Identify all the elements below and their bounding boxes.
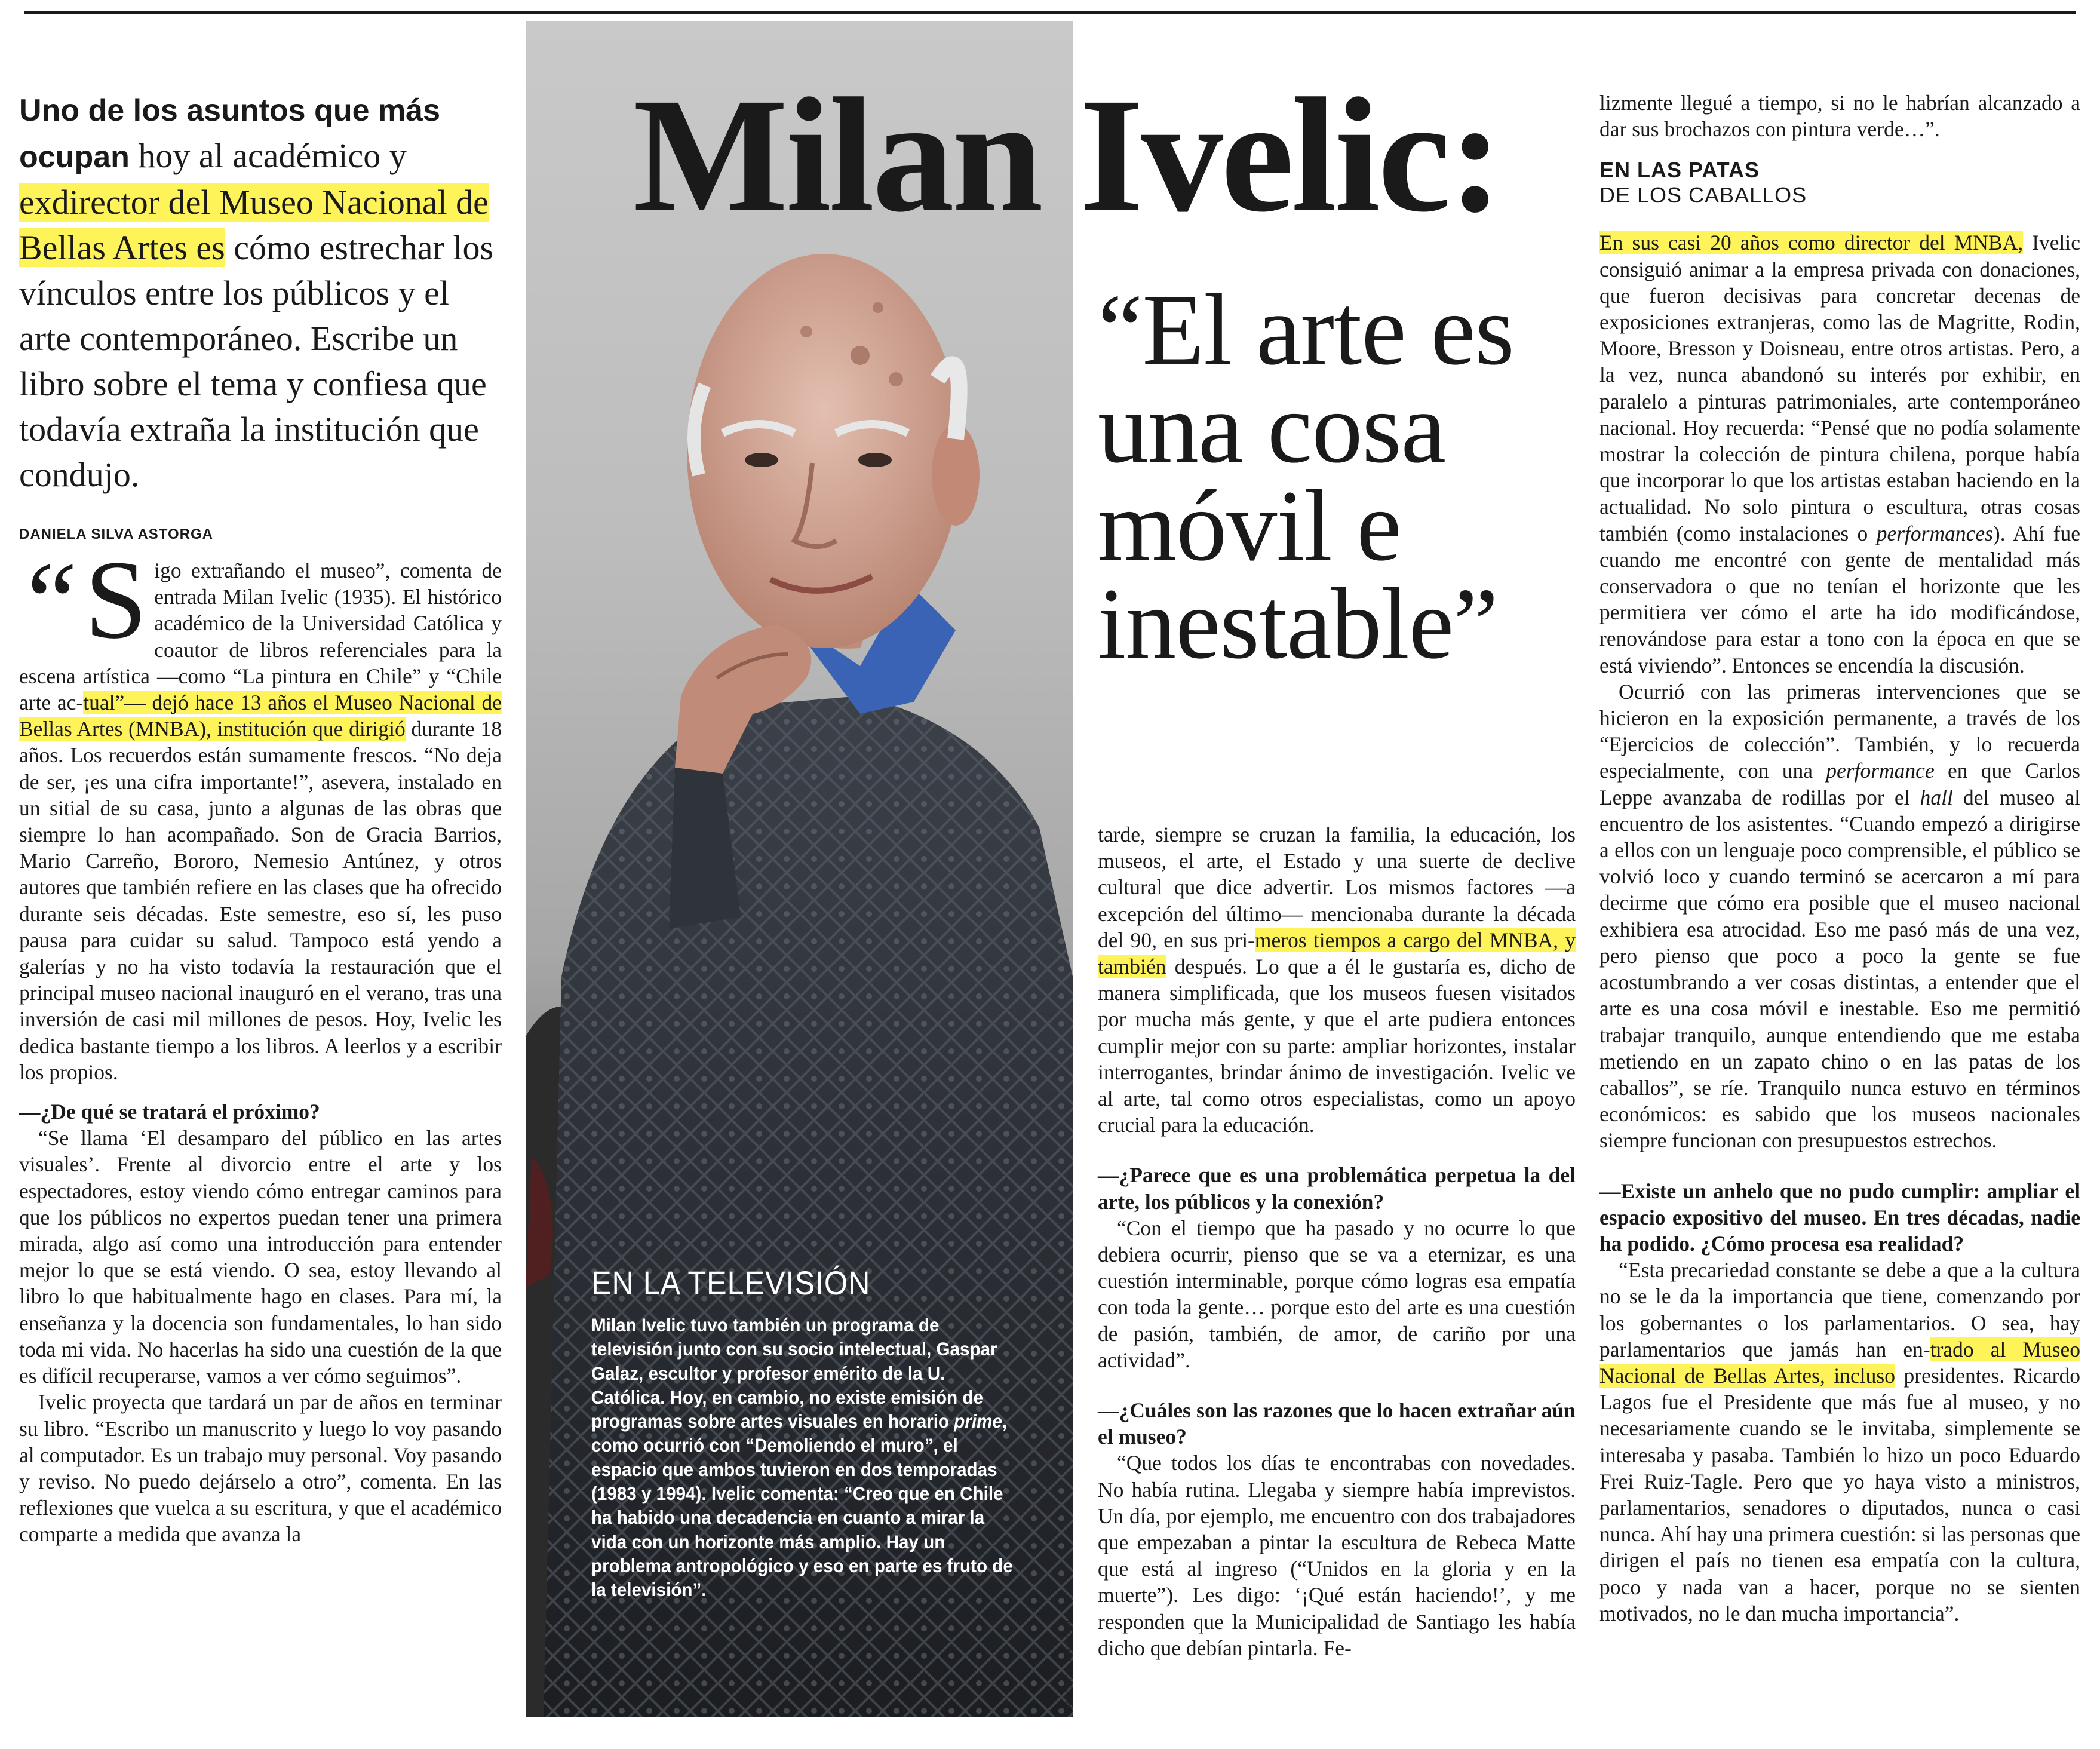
headline-title: Milan Ivelic:: [633, 65, 1501, 246]
headline-quote-line: “El arte es: [1098, 274, 1514, 386]
column-3: [1098, 821, 1576, 1661]
tv-sidebar-text: [591, 1313, 1018, 1602]
lead-highlight: exdirector del Museo Nacional de Bellas Artes es: [19, 183, 489, 267]
paragraph-highlight: En sus casi 20 años como director del MNBA,: [1599, 231, 2024, 255]
paragraph-highlight: tual”— dejó hace 13 años el Museo Nacional de Bellas Artes (MNBA), institución que dirigió: [19, 691, 502, 741]
paragraph-text: igo extrañando el museo”, comenta de entrada Milan Ivelic (1935). El histórico académico de la Universidad Católica y coautor de libros referenciales para la escena artística —como “La pintura en Chile” y “Chile arte ac-: [19, 559, 502, 715]
paragraph-text: durante 18 años. Los recuerdos están sumamente frescos. “No deja de ser, ¡es una cifra importante!”, asevera, instalado en un sitial de su casa, junto a algunas de las obras que siempre lo han acompañado. Son de Gracia Barrios, Mario Carreño, Bororo, Nemesio Antúnez, y otros autores que también refiere en las clases que ha ofrecido durante seis décadas. Este semestre, eso sí, les puso pausa para cuidar su salud. Tampoco está yendo a galerías y no ha visto todavía la restauración que el principal museo nacional inauguró en el verano, tras una inversión de casi mil millones de pesos. Hoy, Ivelic les dedica bastante tiempo a los libros. A leerlos y a escribir los propios.: [19, 717, 502, 1084]
tv-sidebar: [591, 1263, 1021, 1602]
tv-text-emphasis: prime: [954, 1410, 1002, 1432]
drop-cap: S: [84, 537, 148, 662]
drop-quote: “: [16, 539, 79, 665]
lead-text: cómo estrechar los vínculos entre los públicos y el arte contemporáneo. Escribe un libro sobre el tema y confiesa que todavía extraña la institución que condujo.: [19, 228, 494, 494]
paragraph-emphasis: performance: [1826, 759, 1935, 783]
paragraph-emphasis: performances: [1876, 521, 1993, 545]
question: —¿De qué se tratará el próximo?: [19, 1100, 320, 1124]
column-4-body-cont: [1599, 229, 2080, 1627]
headline-quote-line: una cosa: [1098, 372, 1446, 484]
tv-sidebar-title: EN LA TELEVISIÓN: [591, 1264, 871, 1302]
paragraph-highlight: meros tiempos a cargo del MNBA, y también: [1098, 928, 1576, 979]
paragraph-text: Ocurrió con las primeras intervenciones que se hicieron en la exposición permanente, a través de los “Ejercicios de colección”. También, y lo recuerda especialmente, con una: [1599, 679, 2080, 783]
lead-bold: Uno de los asuntos que más ocupan: [19, 93, 441, 174]
question: —Existe un anhelo que no pudo cumplir: ampliar el espacio expositivo del museo. En tres décadas, nadie ha podido. ¿Cómo procesa esa realidad?: [1599, 1179, 2080, 1256]
question: —¿Parece que es una problemática perpetua la del arte, los públicos y la conexión?: [1098, 1163, 1576, 1214]
column-3-body: [1098, 821, 1576, 1661]
byline: DANIELA SILVA ASTORGA: [19, 526, 214, 542]
subhead: EN LAS PATAS: [1599, 158, 1760, 183]
answer: “Con el tiempo que ha pasado y no ocurre lo que debiera ocurrir, pienso que se va a eternizar, es una cuestión interminable, porque cómo logras esa empatía con toda la gente… porque esto del arte es una cuestión de pasión, también, de amor, de cariño por una actividad”.: [1098, 1216, 1576, 1372]
paragraph-text: después. Lo que a él le gustaría es, dicho de manera simplificada, que los museos fuesen visitados por mucha más gente, y que el arte pudiera entonces cumplir mejor con su parte: ampliar horizontes, instalar interrogantes, brindar ánimo de investigación. Ivelic ve al arte, tal como otros especialistas, como un apoyo crucial para la educación.: [1098, 955, 1576, 1137]
column-4: [1599, 90, 2080, 1627]
opening-paragraph: [16, 537, 502, 1085]
paragraph-text: ). Ahí fue cuando me encontré con gente de mentalidad más conservadora o que no tenían el horizonte que les permitiera ver cómo el arte ha ido modificándose, renovándose para estar a tono con la época en que se está viviendo”. Entonces se encendía la discusión.: [1599, 521, 2080, 677]
tv-text-part: Milan Ivelic tuvo también un programa de televisión junto con su socio intelectual, Gaspar Galaz, escultor y profesor emérito de la U. Católica. Hoy, en cambio, no existe emisión de programas sobre artes visuales en horario: [591, 1314, 997, 1432]
paragraph-text: presidentes. Ricardo Lagos fue el Presidente que más fue al museo, y no necesariamente cuando se le invitaba, simplemente se interesaba y pasaba. También lo hizo un poco Eduardo Frei Ruiz-Tagle. Pero que yo haya visto a ministros, parlamentarios, senadores o diputados, nunca o casi nunca. Ahí hay una primera cuestión: si las personas que dirigen el país no tienen esa empatía con la cultura, poco y nada van a hacer, porque no se sienten motivados, no le dan mucha importancia”.: [1599, 1363, 2081, 1625]
question: —¿Cuáles son las razones que lo hacen extrañar aún el museo?: [1098, 1398, 1576, 1449]
top-rule: [24, 11, 2076, 14]
answer: [1599, 1257, 2080, 1627]
column-1: [16, 87, 502, 1548]
paragraph: lizmente llegué a tiempo, si no le habrían alcanzado a dar sus brochazos con pintura verde…”.: [1599, 91, 2080, 142]
paragraph-emphasis: hall: [1920, 785, 1953, 809]
paragraph-text: del museo al encuentro de los asistentes. “Cuando empezó a dirigirse a ellos con un lenguaje poco comprensible, el público se volvió loco y cuando terminó se acercaron a mí para decirme que cómo era posible que el museo nacional exhibiera esa atrocidad. Eso me pasó más de una vez, pero pienso que poco a poco la gente se fue acostumbrando a ver cosas distintas, a entender que el arte es una cosa móvil e inestable. Eso me permitió trabajar tranquilo, aunque entendiendo que me estaba metiendo en un zapato chino o en las patas de los caballos”, se ríe. Tranquilo nunca estuvo en términos económicos: es sabido que los museos nacionales siempre funcionan con presupuestos estrechos.: [1599, 785, 2080, 1153]
paragraph-text: tarde, siempre se cruzan la familia, la educación, los museos, el arte, el Estado y una suerte de declive cultural que dice advertir. Los mismos factores —a excepción del último— mencionaba durante la década del 90, en sus pri-: [1098, 823, 1576, 952]
column-4-body: [1599, 90, 2080, 142]
paragraph-highlight: trado al Museo Nacional de Bellas Artes, incluso: [1599, 1337, 2080, 1388]
tv-text-part: , como ocurrió con “Demoliendo el muro”, el espacio que ambos tuvieron en dos temporadas (1983 y 1994). Ivelic comenta: “Creo que en Chile ha habido una decadencia en cuanto a mirar la vida con un horizonte más amplio. Hay un problema antropológico y eso en parte es fruto de la televisión”.: [591, 1410, 1013, 1601]
paragraph: [1599, 679, 2080, 1154]
lead-text: hoy al académico y: [129, 136, 407, 175]
paragraph: [1098, 821, 1576, 1138]
answer: “Se llama ‘El desamparo del público en las artes visuales’. Frente al divorcio entre el arte y los espectadores, estoy viendo cómo entregar caminos para que los públicos no expertos puedan tener una primera mirada, algo así como una introducción para entender mejor lo que se está viendo. O sea, estoy llevando al libro lo que habitualmente hago en clases. Para mí, la enseñanza y la docencia son fundamentales, lo han sido toda mi vida. No hacerlas ha sido una cuestión de la que es difícil recuperarse, vamos a ver cómo seguimos”.: [19, 1126, 502, 1388]
paragraph-text: “Esta precariedad constante se debe a que a la cultura no se le da la importancia que tiene, comenzando por los gobernantes o los parlamentarios. O sea, hay parlamentarios que jamás han en-: [1599, 1258, 2080, 1361]
headline-quote-line: móvil e: [1098, 470, 1401, 582]
subhead-second-line: DE LOS CABALLOS: [1599, 183, 1807, 208]
headline-quote-line: inestable”: [1098, 567, 1498, 680]
paragraph: Ivelic proyecta que tardará un par de años en terminar su libro. “Escribo un manuscrito y luego lo voy pasando al computador. Es un trabajo muy personal. Voy pasando y reviso. No puedo dejárselo a otro”, comenta. En las reflexiones que vuelca a su escritura, y que el académico comparte a medida que avanza la: [19, 1390, 502, 1547]
paragraph-text: en que Carlos Leppe avanzaba de rodillas por el: [1599, 759, 2080, 809]
paragraph-text: Ivelic consiguió animar a la empresa privada con donaciones, que fueron decisivas para concretar decenas de exposiciones extranjeras, como las de Magritte, Rodin, Moore, Bresson y Doisneau, entre otros artistas. Pero, a la vez, nunca abandonó su interés por exhibir, en paralelo a pinturas patrimoniales, arte contemporáneo nacional. Hoy recuerda: “Pensé que no podía solamente mostrar la colección de pintura chilena, porque había que incorporar lo que los artistas estaban haciendo en la actualidad. No solo pintura o escultura, otras cosas también (como instalaciones o: [1599, 231, 2081, 545]
answer: “Que todos los días te encontrabas con novedades. No había rutina. Llegaba y siempre había imprevistos. Un día, por ejemplo, me encuentro con dos trabajadores que empezaban a pintar la escultura de Rebeca Matte que está al ingreso (“Unidos en la gloria y en la muerte”). Les digo: ‘¡Qué están haciendo!’, y me responden que la Municipalidad de Santiago les había dicho que debían pintarla. Fe-: [1098, 1451, 1576, 1660]
lead-paragraph: [19, 87, 502, 498]
paragraph: [1599, 229, 2080, 678]
photo-credit: HÉCTOR ARAVENA: [1065, 1612, 1075, 1708]
column-1-body: [16, 537, 502, 1548]
headline-quote: [1098, 274, 1514, 680]
